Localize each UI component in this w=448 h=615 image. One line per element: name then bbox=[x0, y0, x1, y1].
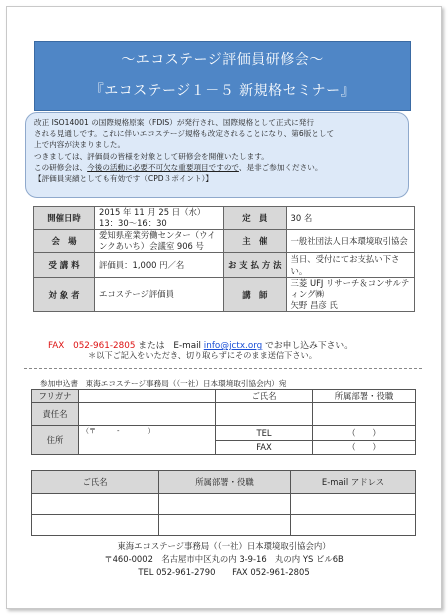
lecturer-value bbox=[286, 278, 414, 312]
person-field[interactable] bbox=[79, 403, 216, 426]
participant-name-field[interactable] bbox=[32, 515, 159, 536]
fee-value: 評価員：1,000 円／名 bbox=[95, 253, 224, 278]
participant-dept-header: 所属部署・役職 bbox=[159, 471, 291, 494]
target-label: 対 象 者 bbox=[34, 278, 95, 312]
furigana-label: フリガナ bbox=[32, 390, 79, 403]
application-title: 参加申込書 東海エコステージ事務局（（一社）日本環境取引協会内）宛 bbox=[40, 379, 287, 388]
tel-field[interactable]: （ ） bbox=[313, 426, 416, 441]
footer-contact bbox=[0, 540, 448, 579]
notice-text: この研修会は、 bbox=[34, 162, 88, 172]
dept-field[interactable] bbox=[313, 403, 416, 426]
name-field[interactable] bbox=[216, 403, 313, 426]
furigana-field[interactable] bbox=[79, 390, 216, 403]
notice-emphasis: 今後の活動に必要不可欠な重要項目ですので bbox=[87, 162, 239, 172]
venue-label: 会 場 bbox=[34, 230, 95, 253]
fax-number: FAX 052-961-2805 bbox=[48, 341, 136, 351]
person-label: 責任名 bbox=[32, 403, 79, 426]
capacity-value: 30 名 bbox=[286, 207, 414, 230]
notice-line bbox=[34, 162, 400, 173]
participant-name-header: ご氏名 bbox=[32, 471, 159, 494]
address-label: 住所 bbox=[32, 426, 79, 455]
email-link[interactable]: info@jctx.org bbox=[203, 341, 263, 351]
footer-phones: TEL 052-961-2790 FAX 052-961-2805 bbox=[138, 567, 310, 577]
postal-field[interactable]: （〒 - ） bbox=[79, 426, 216, 455]
organizer-label: 主 催 bbox=[224, 230, 287, 253]
name-col-label: ご氏名 bbox=[216, 390, 313, 403]
notice-text: 、是非ご参加ください。 bbox=[238, 162, 323, 172]
application-form-table bbox=[31, 389, 416, 455]
footer-address: 〒460-0002 名古屋市中区丸の内 3-9-16 丸の内 YS ビル6B bbox=[104, 554, 344, 564]
dept-col-label: 所属部署・役職 bbox=[313, 390, 416, 403]
fax-note: ＊以下ご記入をいただき、切り取らずにそのまま送信下さい。 bbox=[88, 350, 317, 360]
tel-label: TEL bbox=[216, 426, 313, 441]
notice-line: つきましては、評価員の皆様を対象として研修会を開催いたします。 bbox=[34, 151, 269, 161]
participant-email-field[interactable] bbox=[291, 494, 416, 515]
payment-value: 当日、受付にてお支払い下さい。 bbox=[286, 253, 414, 278]
participant-email-header: E-mail アドレス bbox=[291, 471, 416, 494]
capacity-label: 定 員 bbox=[224, 207, 287, 230]
participant-email-field[interactable] bbox=[291, 515, 416, 536]
fee-label: 受 講 料 bbox=[34, 253, 95, 278]
fax-field[interactable]: （ ） bbox=[313, 440, 416, 455]
fax-suffix: でお申し込み下さい。 bbox=[262, 341, 354, 351]
participant-table bbox=[31, 470, 416, 536]
fax-middle: または E-mail bbox=[135, 341, 204, 351]
notice-line: 【評価員実績としても有効です（CPD３ポイント）】 bbox=[34, 174, 213, 184]
notice-line: 改正 ISO14001 の国際規格原案（FDIS）が発行され、国際規格として正式に発行 bbox=[34, 118, 314, 127]
organizer-value: 一般社団法人日本環境取引協会 bbox=[286, 230, 414, 253]
notice-box bbox=[25, 112, 409, 198]
venue-value: 愛知県産業労働センター（ウインクあいち）会議室 906 号 bbox=[95, 230, 224, 253]
lecturer-label: 講 師 bbox=[224, 278, 287, 312]
notice-line: 上で内容が決まりました。 bbox=[34, 140, 126, 150]
fax-label: FAX bbox=[216, 440, 313, 455]
lecturer-name: 矢野 昌彦 氏 bbox=[290, 300, 338, 310]
title-banner bbox=[34, 41, 411, 111]
event-info-table bbox=[33, 206, 415, 312]
payment-label: お 支 払 方 法 bbox=[224, 253, 287, 278]
date-value: 2015 年 11 月 25 日（水） 13：30～16：30 bbox=[95, 207, 224, 230]
footer-org: 東海エコステージ事務局（（一社）日本環境取引協会内） bbox=[117, 541, 331, 551]
participant-dept-field[interactable] bbox=[159, 515, 291, 536]
participant-name-field[interactable] bbox=[32, 494, 159, 515]
notice-line: される見通しです。これに伴いエコステージ規格も改定されることになり、第6版として bbox=[34, 129, 335, 139]
cut-line bbox=[24, 368, 422, 369]
banner-subtitle: 『エコステージ１－５ 新規格セミナー』 bbox=[89, 83, 356, 99]
banner-title: ～エコステージ評価員研修会～ bbox=[121, 52, 324, 68]
participant-dept-field[interactable] bbox=[159, 494, 291, 515]
target-value: エコステージ評価員 bbox=[95, 278, 224, 312]
date-label: 開催日時 bbox=[34, 207, 95, 230]
lecturer-company: 三菱 UFJ リサーチ＆コンサルティング㈱ bbox=[290, 278, 410, 299]
